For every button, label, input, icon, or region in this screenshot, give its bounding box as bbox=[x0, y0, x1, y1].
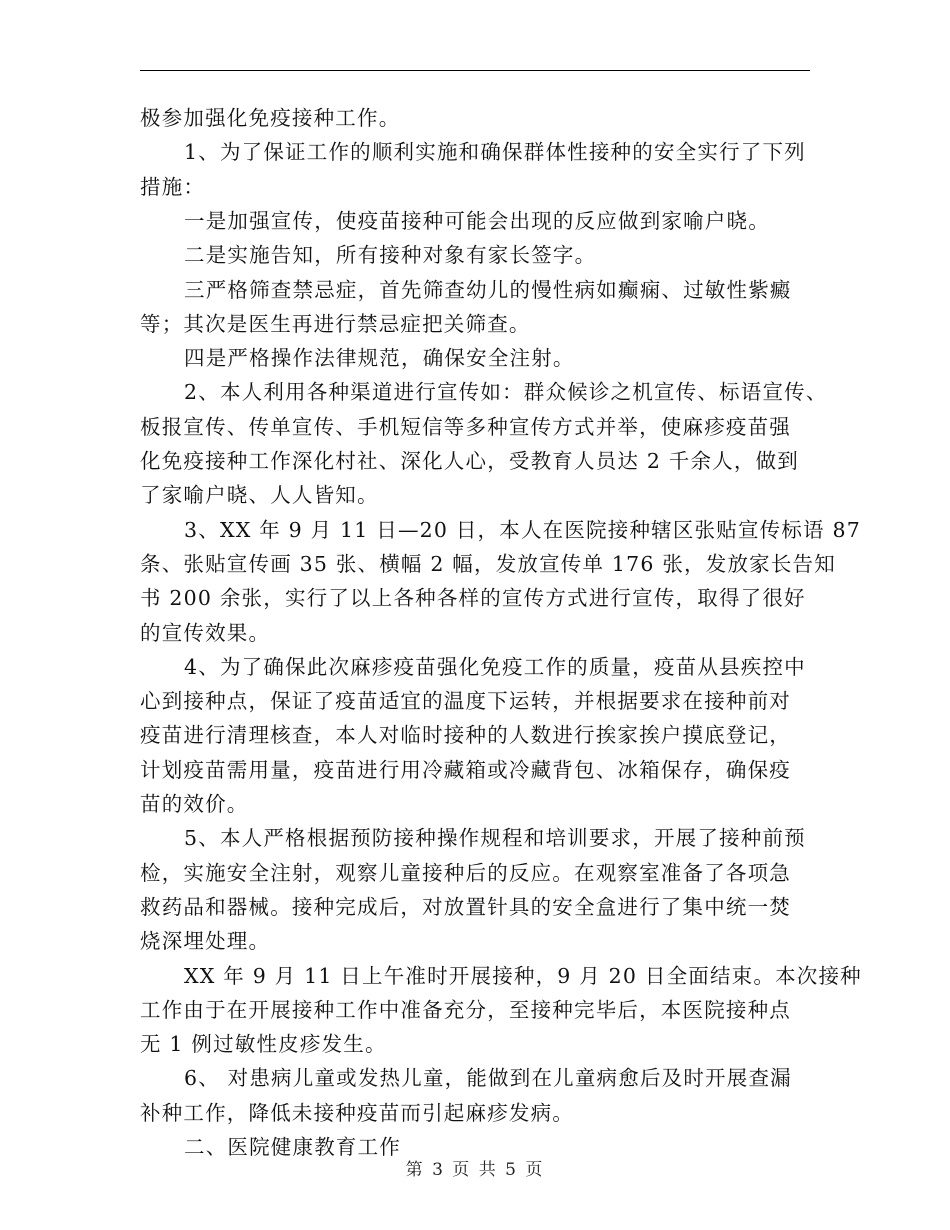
text-line: 了家喻户晓、人人皆知。 bbox=[140, 483, 379, 508]
header-rule bbox=[140, 70, 810, 71]
text-line: 极参加强化免疫接种工作。 bbox=[140, 106, 401, 130]
text-line: 3、XX 年 9 月 11 日—20 日，本人在医院接种辖区张贴宣传标语 87 bbox=[184, 517, 861, 542]
text-line: 措施： bbox=[140, 174, 206, 199]
text-line: XX 年 9 月 11 日上午准时开展接种，9 月 20 日全面结束。本次接种 bbox=[184, 963, 862, 988]
text-line: 检，实施安全注射，观察儿童接种后的反应。在观察室准备了各项急 bbox=[140, 860, 791, 885]
text-line: 化免疫接种工作深化村社、深化人心，受教育人员达 2 千余人，做到 bbox=[140, 449, 799, 473]
text-line: 苗的效价。 bbox=[140, 792, 249, 816]
text-line: 无 1 例过敏性皮疹发生。 bbox=[140, 1032, 387, 1057]
text-line: 心到接种点，保证了疫苗适宜的温度下运转，并根据要求在接种前对 bbox=[140, 689, 791, 714]
text-line: 书 200 余张，实行了以上各种各样的宣传方式进行宣传，取得了很好 bbox=[140, 586, 806, 611]
text-line: 一是加强宣传，使疫苗接种可能会出现的反应做到家喻户晓。 bbox=[184, 208, 770, 233]
text-line: 工作由于在开展接种工作中准备充分，至接种完毕后，本医院接种点 bbox=[140, 997, 791, 1022]
text-line: 4、为了确保此次麻疹疫苗强化免疫工作的质量，疫苗从县疾控中 bbox=[184, 654, 806, 679]
text-line: 二是实施告知，所有接种对象有家长签字。 bbox=[184, 243, 597, 268]
text-line: 四是严格操作法律规范，确保安全注射。 bbox=[184, 346, 575, 371]
text-line: 板报宣传、传单宣传、手机短信等多种宣传方式并举，使麻疹疫苗强 bbox=[140, 414, 791, 439]
text-line: 二、医院健康教育工作 bbox=[184, 1135, 401, 1159]
text-line: 2、本人利用各种渠道进行宣传如：群众候诊之机宣传、标语宣传、 bbox=[184, 380, 828, 405]
page-footer: 第 3 页 共 5 页 bbox=[405, 1160, 545, 1180]
text-line: 等；其次是医生再进行禁忌症把关筛查。 bbox=[140, 311, 531, 336]
text-line: 烧深埋处理。 bbox=[140, 929, 271, 954]
text-line: 救药品和器械。接种完成后，对放置针具的安全盒进行了集中统一焚 bbox=[140, 894, 791, 919]
text-line: 疫苗进行清理核查，本人对临时接种的人数进行挨家挨户摸底登记， bbox=[140, 723, 791, 748]
text-line: 1、为了保证工作的顺利实施和确保群体性接种的安全实行了下列 bbox=[184, 140, 806, 165]
text-line: 三严格筛查禁忌症，首先筛查幼儿的慢性病如癫痫、过敏性紫癜 bbox=[184, 277, 792, 302]
text-line: 5、本人严格根据预防接种操作规程和培训要求，开展了接种前预 bbox=[184, 826, 806, 851]
text-line: 补种工作，降低未接种疫苗而引起麻疹发病。 bbox=[140, 1100, 574, 1125]
text-line: 计划疫苗需用量，疫苗进行用冷藏箱或冷藏背包、冰箱保存，确保疫 bbox=[140, 757, 791, 782]
text-line: 条、张贴宣传画 35 张、横幅 2 幅，发放宣传单 176 张，发放家长告知 bbox=[140, 551, 836, 576]
text-line: 的宣传效果。 bbox=[140, 620, 271, 645]
text-line: 6、 对患病儿童或发热儿童，能做到在儿童病愈后及时开展查漏 bbox=[184, 1066, 792, 1091]
